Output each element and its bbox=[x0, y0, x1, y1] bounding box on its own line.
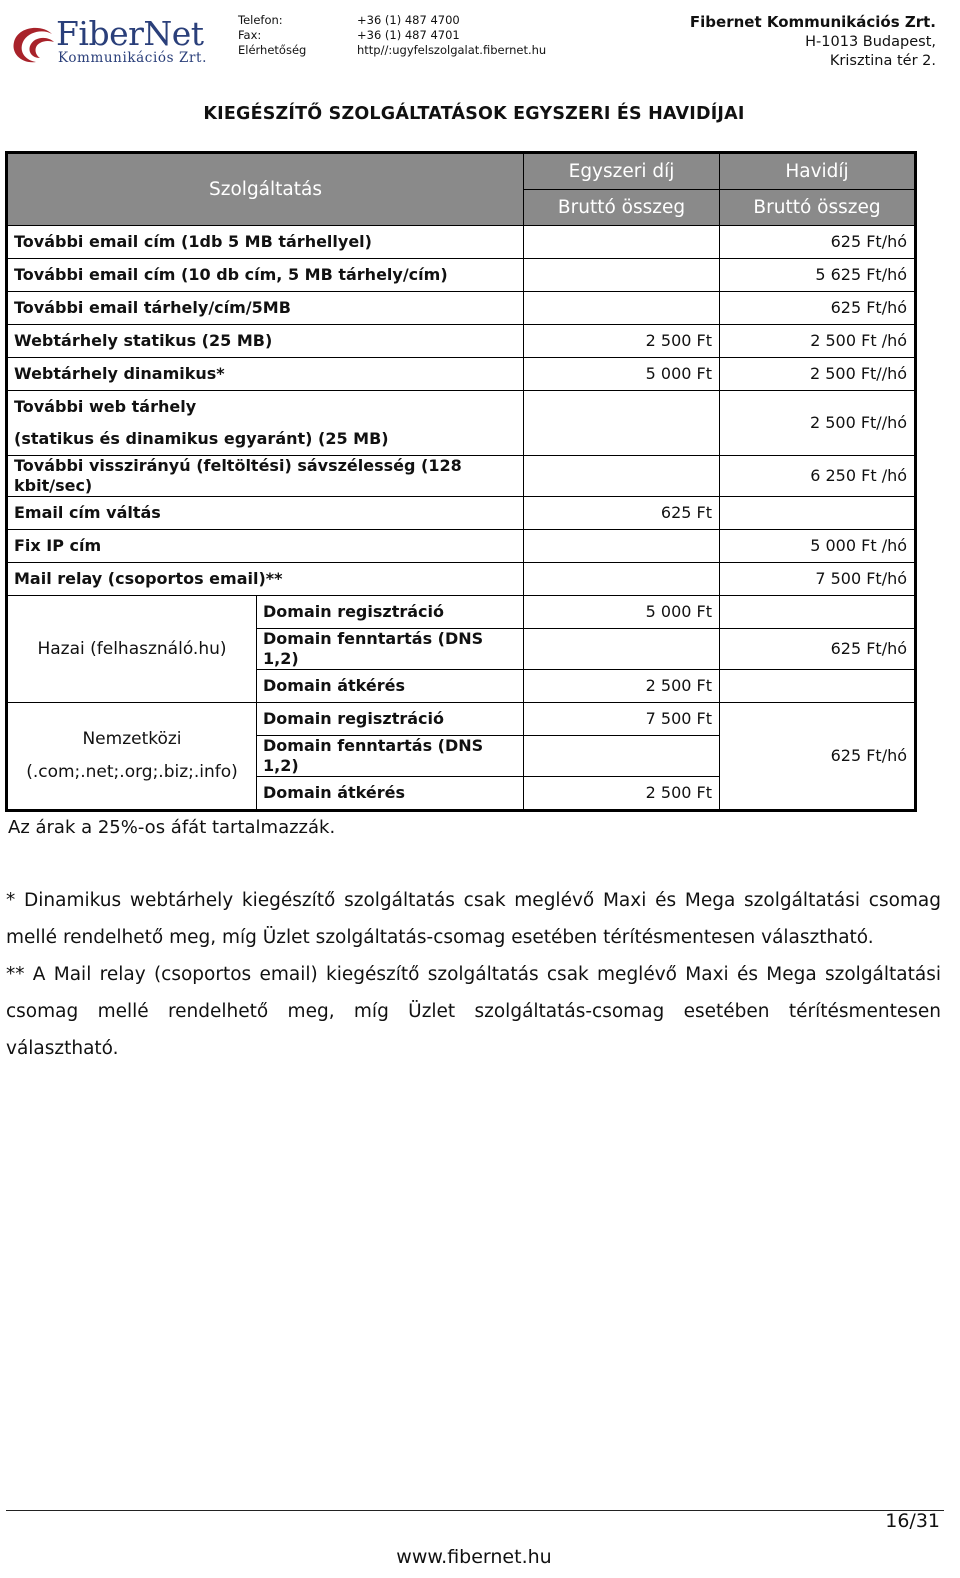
onetime-cell: 7 500 Ft bbox=[524, 703, 720, 736]
header-service: Szolgáltatás bbox=[7, 153, 524, 226]
table-row bbox=[7, 391, 916, 456]
service-cell: Domain átkérés bbox=[257, 777, 524, 811]
monthly-cell: 625 Ft/hó bbox=[720, 226, 916, 259]
monthly-cell: 625 Ft/hó bbox=[720, 703, 916, 811]
monthly-cell: 625 Ft/hó bbox=[720, 292, 916, 325]
monthly-cell: 5 625 Ft/hó bbox=[720, 259, 916, 292]
onetime-cell bbox=[524, 629, 720, 670]
address-line-1: H-1013 Budapest, bbox=[805, 34, 936, 50]
intl-group-line-1: Nemzetközi bbox=[82, 729, 182, 749]
service-cell: Domain átkérés bbox=[257, 670, 524, 703]
onetime-cell: 625 Ft bbox=[524, 497, 720, 530]
onetime-cell: 2 500 Ft bbox=[524, 325, 720, 358]
service-cell: Domain regisztráció bbox=[257, 596, 524, 629]
monthly-cell: 7 500 Ft/hó bbox=[720, 563, 916, 596]
footnote-2-text: ** A Mail relay (csoportos email) kiegészítő szolgáltatás csak meglévő Maxi és Mega szolgáltatási csomag mellé rendelhető meg, míg Üzlet szolgáltatás-csomag esetében térítésmentesen választható. bbox=[6, 964, 941, 1059]
table-row bbox=[7, 596, 916, 629]
service-cell: Webtárhely statikus (25 MB) bbox=[7, 325, 524, 358]
table-row bbox=[7, 456, 916, 497]
service-cell: Mail relay (csoportos email)** bbox=[7, 563, 524, 596]
monthly-cell: 625 Ft/hó bbox=[720, 629, 916, 670]
onetime-cell bbox=[524, 530, 720, 563]
service-cell: További email cím (10 db cím, 5 MB tárhely/cím) bbox=[7, 259, 524, 292]
monthly-cell: 5 000 Ft /hó bbox=[720, 530, 916, 563]
contact-label: Elérhetőség bbox=[238, 43, 307, 57]
table-row bbox=[7, 497, 916, 530]
monthly-cell: 2 500 Ft//hó bbox=[720, 358, 916, 391]
onetime-cell bbox=[524, 391, 720, 456]
table-row bbox=[7, 703, 916, 736]
fax-label: Fax: bbox=[238, 28, 262, 42]
vat-note: Az árak a 25%-os áfát tartalmazzák. bbox=[8, 817, 336, 838]
page-title: KIEGÉSZÍTŐ SZOLGÁLTATÁSOK EGYSZERI ÉS HAVIDÍJAI bbox=[203, 104, 745, 124]
onetime-cell bbox=[524, 259, 720, 292]
service-cell: Email cím váltás bbox=[7, 497, 524, 530]
table-row bbox=[7, 563, 916, 596]
service-cell: Webtárhely dinamikus* bbox=[7, 358, 524, 391]
table-row bbox=[7, 530, 916, 563]
logo-subtitle: Kommunikációs Zrt. bbox=[58, 50, 207, 66]
service-cell: Domain fenntartás (DNS 1,2) bbox=[257, 629, 524, 670]
table-row bbox=[7, 292, 916, 325]
price-table bbox=[5, 151, 917, 812]
footnote-1 bbox=[6, 882, 941, 956]
monthly-cell bbox=[720, 596, 916, 629]
company-name: Fibernet Kommunikációs Zrt. bbox=[689, 13, 936, 31]
onetime-cell bbox=[524, 226, 720, 259]
header-onetime-gross: Bruttó összeg bbox=[524, 190, 720, 226]
domestic-group-label: Hazai (felhasználó.hu) bbox=[7, 596, 257, 703]
footnote-1-text: * Dinamikus webtárhely kiegészítő szolgáltatás csak meglévő Maxi és Mega szolgáltatási csomag mellé rendelhető meg, míg Üzlet szolgáltatás-csomag esetében térítésmentesen választható. bbox=[6, 890, 941, 948]
onetime-cell bbox=[524, 456, 720, 497]
onetime-cell: 2 500 Ft bbox=[524, 670, 720, 703]
service-line-2: (statikus és dinamikus egyaránt) (25 MB) bbox=[14, 429, 389, 448]
service-cell: Domain fenntartás (DNS 1,2) bbox=[257, 736, 524, 777]
intl-group-line-2: (.com;.net;.org;.biz;.info) bbox=[26, 762, 238, 782]
onetime-cell: 5 000 Ft bbox=[524, 596, 720, 629]
onetime-cell bbox=[524, 736, 720, 777]
monthly-cell: 2 500 Ft//hó bbox=[720, 391, 916, 456]
phone-label: Telefon: bbox=[238, 13, 283, 27]
service-cell: Fix IP cím bbox=[7, 530, 524, 563]
service-line-1: További web tárhely bbox=[14, 397, 197, 416]
website-link[interactable]: www.fibernet.hu bbox=[396, 1546, 552, 1568]
service-cell: További email tárhely/cím/5MB bbox=[7, 292, 524, 325]
logo-swirl-icon bbox=[8, 20, 58, 70]
logo-wordmark: FiberNet bbox=[56, 14, 204, 53]
service-cell bbox=[7, 391, 524, 456]
intl-group-label bbox=[7, 703, 257, 811]
table-row bbox=[7, 259, 916, 292]
footnote-2 bbox=[6, 956, 941, 1067]
header-monthly-gross: Bruttó összeg bbox=[720, 190, 916, 226]
table-row bbox=[7, 325, 916, 358]
monthly-cell bbox=[720, 670, 916, 703]
header-monthly: Havidíj bbox=[720, 153, 916, 190]
onetime-cell bbox=[524, 563, 720, 596]
header-onetime: Egyszeri díj bbox=[524, 153, 720, 190]
phone-value: +36 (1) 487 4700 bbox=[357, 13, 460, 27]
table-row bbox=[7, 358, 916, 391]
fax-value: +36 (1) 487 4701 bbox=[357, 28, 460, 42]
footer-divider bbox=[6, 1510, 944, 1511]
address-line-2: Krisztina tér 2. bbox=[829, 53, 936, 69]
onetime-cell: 2 500 Ft bbox=[524, 777, 720, 811]
monthly-cell: 6 250 Ft /hó bbox=[720, 456, 916, 497]
onetime-cell: 5 000 Ft bbox=[524, 358, 720, 391]
service-cell: További visszirányú (feltöltési) sávszélesség (128 kbit/sec) bbox=[7, 456, 524, 497]
monthly-cell bbox=[720, 497, 916, 530]
contact-url[interactable]: http//:ugyfelszolgalat.fibernet.hu bbox=[357, 43, 547, 57]
table-row bbox=[7, 226, 916, 259]
service-cell: További email cím (1db 5 MB tárhellyel) bbox=[7, 226, 524, 259]
page-number: 16/31 bbox=[885, 1510, 940, 1532]
service-cell: Domain regisztráció bbox=[257, 703, 524, 736]
monthly-cell: 2 500 Ft /hó bbox=[720, 325, 916, 358]
onetime-cell bbox=[524, 292, 720, 325]
